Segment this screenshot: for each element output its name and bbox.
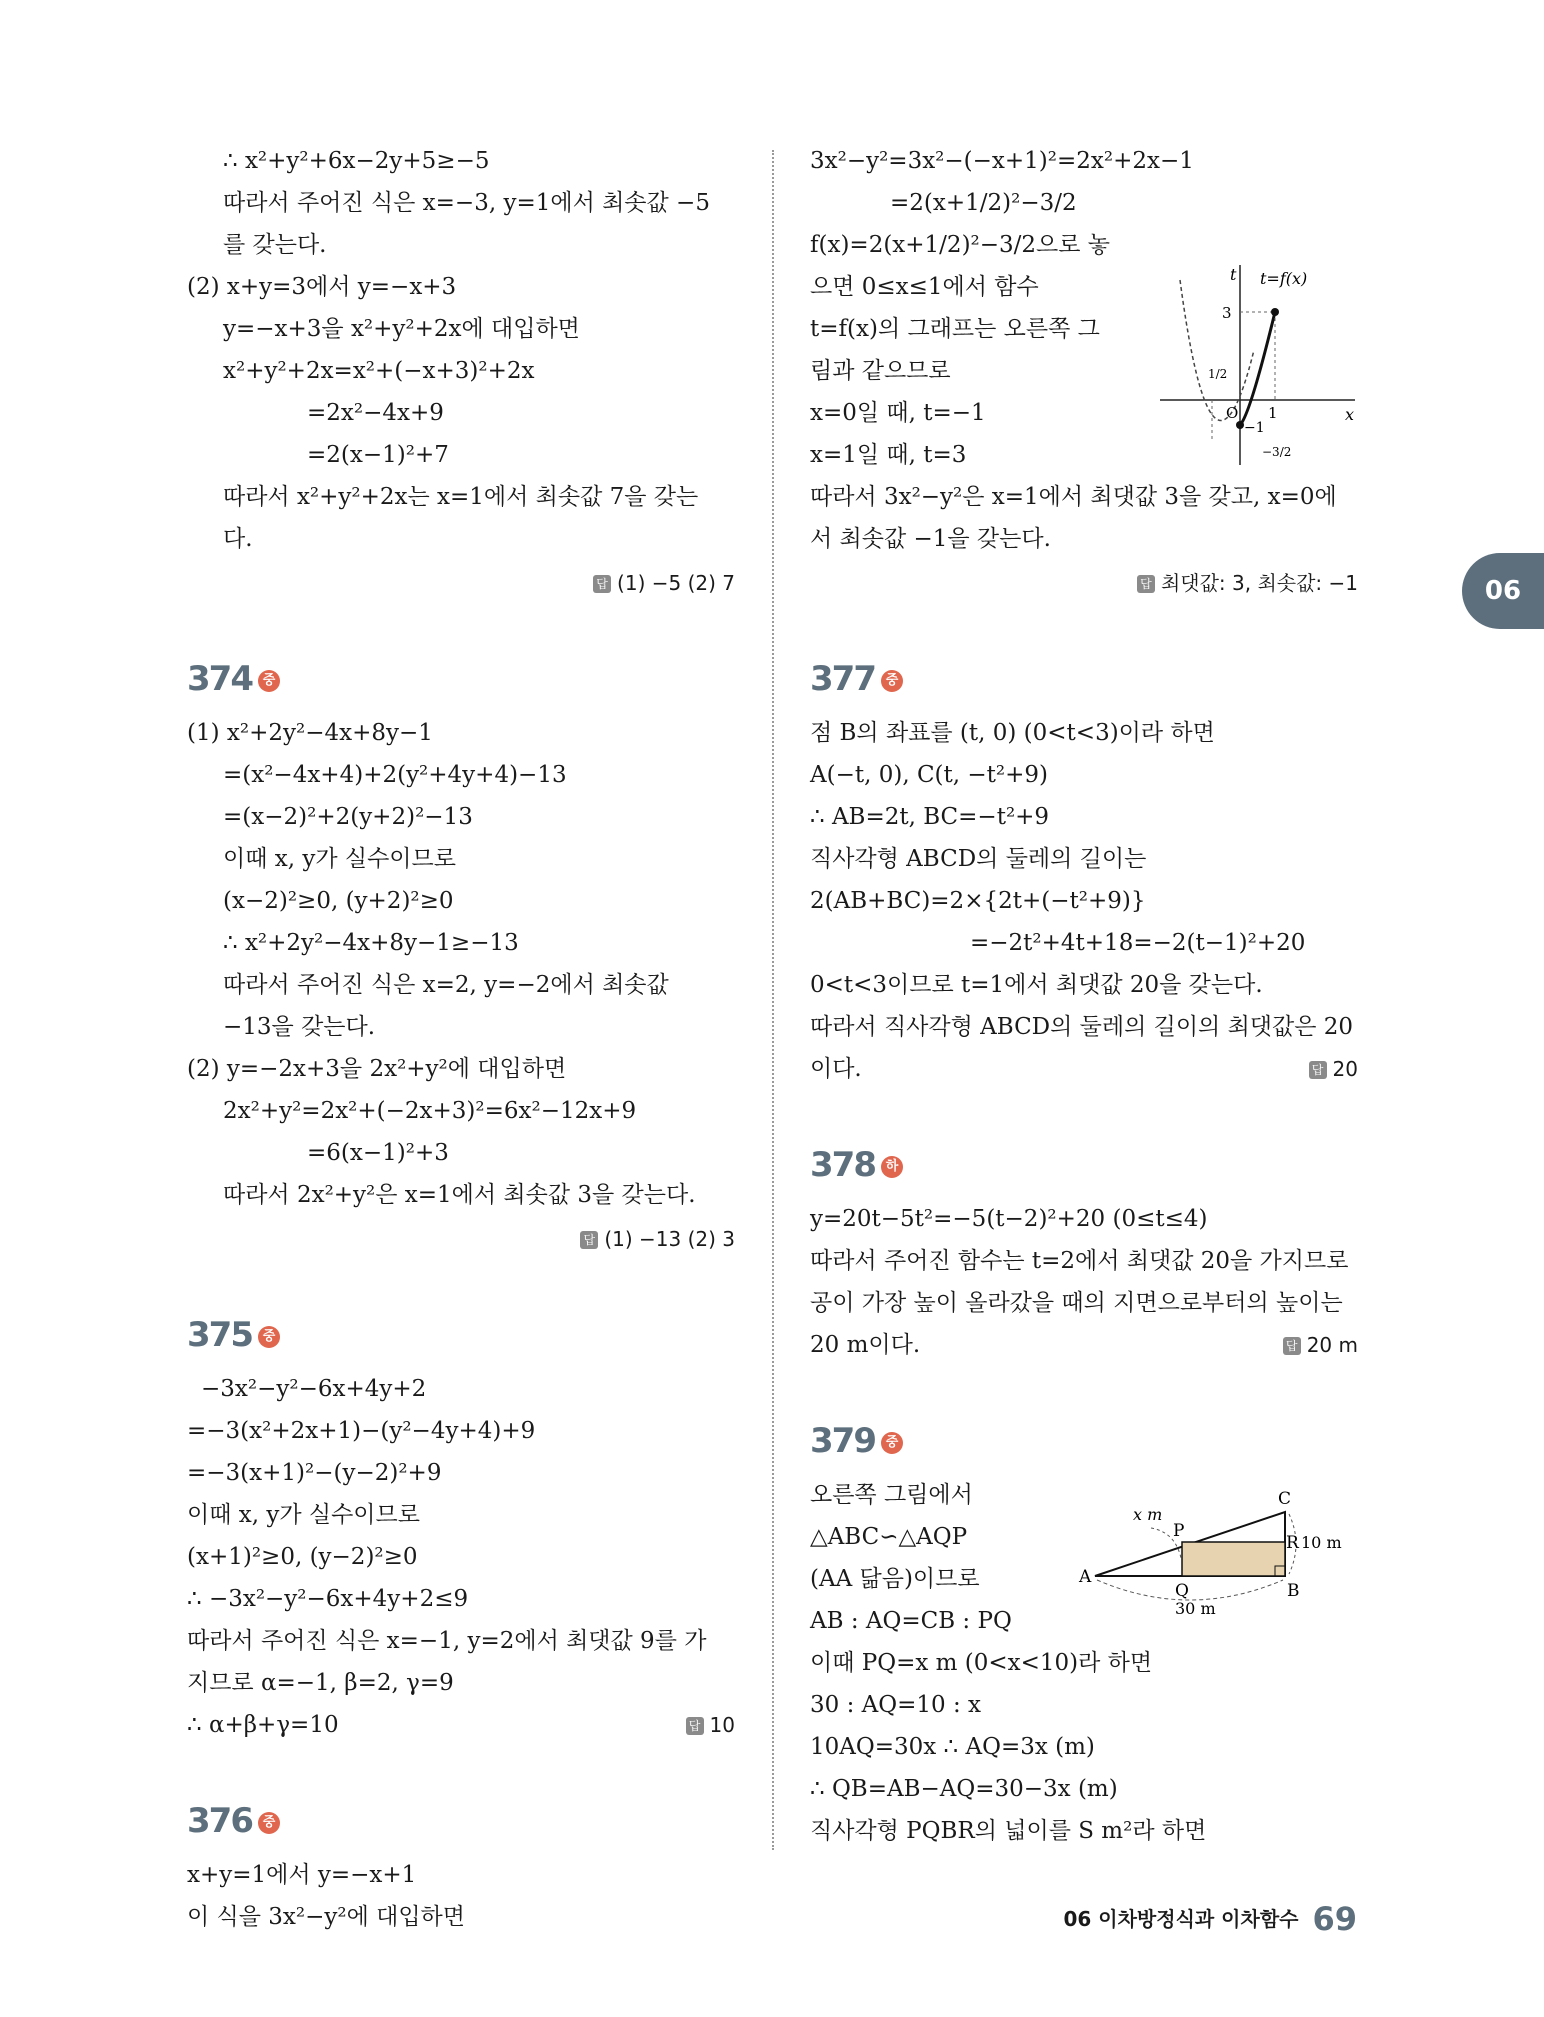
chapter-title: 06 이차방정식과 이차함수	[1063, 1907, 1299, 1931]
answer-text: (1) −5 (2) 7	[617, 571, 735, 595]
answer-line: 답 10	[686, 1704, 735, 1746]
text-line: =2(x−1)²+7	[307, 442, 449, 468]
text-line: 다.	[223, 526, 253, 552]
parabola-graph	[1150, 260, 1360, 470]
text-line: 를 갖는다.	[223, 232, 327, 258]
text-line: 따라서 주어진 식은 x=−1, y=2에서 최댓값 9를 가	[187, 1628, 707, 1654]
vertex-p: P	[1173, 1521, 1185, 1541]
text-line: 0<t<3이므로 t=1에서 최댓값 20을 갖는다.	[810, 972, 1263, 998]
text-line: y=20t−5t²=−5(t−2)²+20 (0≤t≤4)	[810, 1206, 1208, 1232]
text-line: (x+1)²≥0, (y−2)²≥0	[187, 1544, 418, 1570]
text-line: (1) x²+2y²−4x+8y−1	[187, 720, 433, 746]
text-line: 이때 x, y가 실수이므로	[187, 1502, 420, 1528]
text-line: (AA 닮음)이므로	[810, 1566, 980, 1592]
answer-text: 최댓값: 3, 최솟값: −1	[1160, 571, 1358, 595]
answer-icon: 답	[593, 575, 611, 593]
text-line: 직사각형 PQBR의 넓이를 S m²라 하면	[810, 1818, 1207, 1844]
text-line: ∴ −3x²−y²−6x+4y+2≤9	[187, 1586, 469, 1612]
text-line: =(x²−4x+4)+2(y²+4y+4)−13	[223, 762, 567, 788]
triangle-figure	[1075, 1480, 1365, 1620]
text-line: ∴ α+β+γ=10 답 10	[187, 1704, 735, 1746]
text-line: 이 식을 3x²−y²에 대입하면	[187, 1904, 465, 1930]
answer-icon: 답	[1309, 1061, 1327, 1079]
text-line: 이때 x, y가 실수이므로	[223, 846, 456, 872]
text-line: =−3(x²+2x+1)−(y²−4y+4)+9	[187, 1418, 536, 1444]
answer-line: 답 20	[1309, 1048, 1358, 1090]
text-line: =−3(x+1)²−(y−2)²+9	[187, 1460, 442, 1486]
answer-line	[810, 562, 1358, 604]
vertex-c: C	[1278, 1489, 1292, 1509]
text-line: 지므로 α=−1, β=2, γ=9	[187, 1670, 454, 1696]
length-10: 10 m	[1301, 1533, 1342, 1552]
text-line: =2x²−4x+9	[307, 400, 444, 426]
text-line: 2x²+y²=2x²+(−2x+3)²=6x²−12x+9	[223, 1098, 637, 1124]
text-line: 2(AB+BC)=2×{2t+(−t²+9)}	[810, 888, 1146, 914]
text-line: ∴ x²+2y²−4x+8y−1≥−13	[223, 930, 519, 956]
text-line: △ABC∽△AQP	[810, 1524, 968, 1550]
text-line: 림과 같으므로	[810, 358, 951, 384]
answer-icon: 답	[1283, 1337, 1301, 1355]
level-badge: 중	[881, 1432, 903, 1454]
text-line: 공이 가장 높이 올라갔을 때의 지면으로부터의 높이는	[810, 1290, 1343, 1316]
axis-t-label: t	[1230, 265, 1237, 284]
page-footer	[1064, 1900, 1358, 1938]
text-line: 10AQ=30x ∴ AQ=3x (m)	[810, 1734, 1095, 1760]
left-column	[187, 140, 735, 1938]
problem-number-378: 378 하	[810, 1142, 1358, 1188]
text-line: ∴ x²+y²+6x−2y+5≥−5	[223, 148, 490, 174]
axis-x-label: x	[1345, 405, 1355, 424]
text-line: 이때 PQ=x m (0<x<10)라 하면	[810, 1650, 1153, 1676]
text-line: 이다. 답 20	[810, 1048, 1358, 1090]
text-line: A(−t, 0), C(t, −t²+9)	[810, 762, 1048, 788]
problem-number-376: 376 중	[187, 1798, 735, 1844]
text-line: x=1일 때, t=3	[810, 442, 967, 468]
answer-line	[187, 1218, 735, 1260]
text-line: 점 B의 좌표를 (t, 0) (0<t<3)이라 하면	[810, 720, 1215, 746]
text-line: =(x−2)²+2(y+2)²−13	[223, 804, 473, 830]
text-line: 으면 0≤x≤1에서 함수	[810, 274, 1039, 300]
text-line: 따라서 2x²+y²은 x=1에서 최솟값 3을 갖는다.	[223, 1182, 696, 1208]
text-line: 따라서 직사각형 ABCD의 둘레의 길이의 최댓값은 20	[810, 1014, 1354, 1040]
tick-label: 3	[1222, 304, 1232, 322]
text-line: ∴ AB=2t, BC=−t²+9	[810, 804, 1050, 830]
problem-number-379: 379 중	[810, 1418, 1358, 1464]
vertex-b: B	[1287, 1581, 1300, 1601]
text-line: −13을 갖는다.	[223, 1014, 376, 1040]
tick-label: 1	[1268, 404, 1278, 422]
length-30: 30 m	[1175, 1599, 1216, 1618]
endpoint	[1236, 421, 1244, 429]
column-divider	[772, 150, 774, 1850]
answer-text: (1) −13 (2) 3	[604, 1227, 735, 1251]
vertex-r: R	[1286, 1533, 1299, 1553]
text-line: x²+y²+2x=x²+(−x+3)²+2x	[223, 358, 535, 384]
text-line: −3x²−y²−6x+4y+2	[201, 1376, 427, 1402]
text-line: 20 m이다. 답 20 m	[810, 1324, 1358, 1366]
problem-number-374: 374 중	[187, 656, 735, 702]
rectangle-pqbr	[1182, 1542, 1285, 1576]
text-line: =−2t²+4t+18=−2(t−1)²+20	[970, 930, 1306, 956]
text-line: 따라서 주어진 식은 x=2, y=−2에서 최솟값	[223, 972, 669, 998]
text-line: x+y=1에서 y=−x+1	[187, 1862, 417, 1888]
endpoint	[1271, 308, 1279, 316]
text-line: (x−2)²≥0, (y+2)²≥0	[223, 888, 454, 914]
text-line: 따라서 3x²−y²은 x=1에서 최댓값 3을 갖고, x=0에	[810, 484, 1337, 510]
text-line: 30 : AQ=10 : x	[810, 1692, 981, 1718]
origin-label: O	[1226, 404, 1239, 422]
text-line: 따라서 주어진 식은 x=−3, y=1에서 최솟값 −5	[223, 190, 710, 216]
vertex-q: Q	[1175, 1581, 1189, 1601]
problem-number-377: 377 중	[810, 656, 1358, 702]
level-badge: 하	[881, 1156, 903, 1178]
text-line: 직사각형 ABCD의 둘레의 길이는	[810, 846, 1147, 872]
text-line: 따라서 x²+y²+2x는 x=1에서 최솟값 7을 갖는	[223, 484, 699, 510]
chapter-tab: 06	[1462, 553, 1544, 629]
text-line: 3x²−y²=3x²−(−x+1)²=2x²+2x−1	[810, 148, 1194, 174]
tick-label: −3/2	[1262, 445, 1292, 459]
tick-label: 1/2	[1208, 367, 1228, 381]
text-line: x=0일 때, t=−1	[810, 400, 986, 426]
function-label: t=f(x)	[1260, 269, 1308, 288]
tick-label: −1	[1244, 420, 1265, 436]
answer-icon: 답	[580, 1231, 598, 1249]
answer-icon: 답	[686, 1717, 704, 1735]
text-line: t=f(x)의 그래프는 오른쪽 그	[810, 316, 1100, 342]
page-number: 69	[1312, 1900, 1357, 1938]
text-line: 서 최솟값 −1을 갖는다.	[810, 526, 1051, 552]
answer-line: 답 20 m	[1283, 1324, 1358, 1366]
text-line: =6(x−1)²+3	[307, 1140, 449, 1166]
answer-line	[187, 562, 735, 604]
vertex-a: A	[1079, 1567, 1092, 1587]
text-line: AB : AQ=CB : PQ	[810, 1608, 1012, 1634]
level-badge: 중	[258, 1326, 280, 1348]
text-line: ∴ QB=AB−AQ=30−3x (m)	[810, 1776, 1118, 1802]
length-x: x m	[1133, 1505, 1163, 1524]
level-badge: 중	[258, 1812, 280, 1834]
text-line: y=−x+3을 x²+y²+2x에 대입하면	[223, 316, 580, 342]
text-line: =2(x+1/2)²−3/2	[890, 190, 1077, 216]
text-line: 오른쪽 그림에서	[810, 1482, 973, 1508]
brace-30	[1097, 1580, 1283, 1600]
text-line: (2) x+y=3에서 y=−x+3	[187, 274, 457, 300]
text-line: f(x)=2(x+1/2)²−3/2으로 놓	[810, 232, 1111, 258]
problem-number-375: 375 중	[187, 1312, 735, 1358]
text-line: (2) y=−2x+3을 2x²+y²에 대입하면	[187, 1056, 567, 1082]
text-line: 따라서 주어진 함수는 t=2에서 최댓값 20을 가지므로	[810, 1248, 1349, 1274]
level-badge: 중	[881, 670, 903, 692]
level-badge: 중	[258, 670, 280, 692]
answer-icon: 답	[1137, 575, 1155, 593]
